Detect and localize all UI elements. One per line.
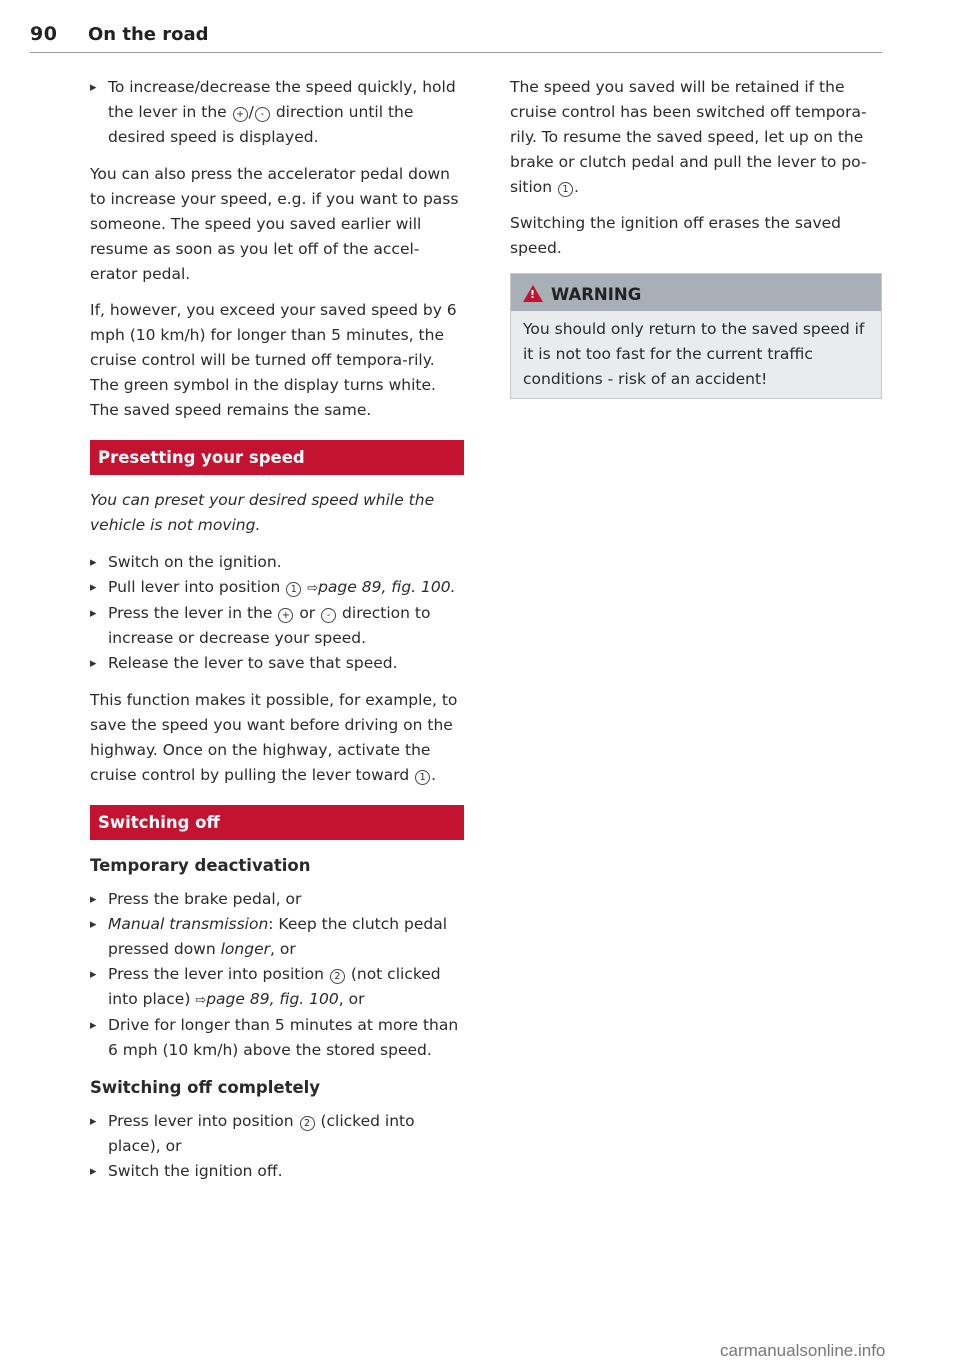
subheading-switching-off-completely: Switching off completely xyxy=(90,1078,321,1097)
warning-triangle-icon xyxy=(523,285,543,302)
warning-header xyxy=(511,274,881,311)
list-item: ▸ Pull lever into position 1 ⇨page 89, fig. 100. xyxy=(90,575,464,601)
list-item: ▸ To increase/decrease the speed quickly, hold the lever in the + / - direction until the desired speed is displayed. xyxy=(90,75,464,150)
paragraph-resume-speed: The speed you saved will be retained if the cruise control has been switched off tempora-rily. To resume the saved speed, let up on the brake or clutch pedal and pull the lever to po-sition 1 . xyxy=(510,78,867,196)
paragraph-ignition-erase: Switching the ignition off erases the saved speed. xyxy=(510,214,841,257)
temporary-deactivation-list xyxy=(90,887,464,1063)
list-item: ▸ Press lever into position 2 (clicked into place), or xyxy=(90,1109,464,1159)
arrow-right-icon: ⇨ xyxy=(195,993,207,1008)
subheading-temporary-deactivation: Temporary deactivation xyxy=(90,856,311,875)
intro-presetting: You can preset your desired speed while the vehicle is not moving. xyxy=(90,491,435,534)
list-item: ▸ Switch the ignition off. xyxy=(90,1159,464,1184)
list-item: ▸ Press the brake pedal, or xyxy=(90,887,464,912)
warning-box xyxy=(510,273,882,399)
paragraph-exceed-speed: If, however, you exceed your saved speed by 6 mph (10 km/h) for longer than 5 minutes, the cruise control will be turned off tempora-rily. The green symbol in the display turns white. The saved speed remains the same. xyxy=(90,301,457,419)
section-title: On the road xyxy=(88,24,209,45)
paragraph-highway: This function makes it possible, for example, to save the speed you want before driving on the highway. Once on the highway, activate the cruise control by pulling the lever toward 1 . xyxy=(90,691,458,784)
page-number: 90 xyxy=(30,23,58,45)
right-column xyxy=(510,75,882,399)
page-reference-link[interactable]: page 89, fig. 100. xyxy=(318,578,456,596)
left-column xyxy=(90,75,464,1196)
plus-circle-icon: + xyxy=(278,608,293,623)
minus-circle-icon: - xyxy=(321,608,336,623)
list-item: ▸ Switch on the ignition. xyxy=(90,550,464,575)
warning-text: You should only return to the saved speed if it is not too fast for the current traffic conditions - risk of an accident! xyxy=(511,311,881,398)
number-2-circle-icon: 2 xyxy=(330,969,345,984)
watermark: carmanualsonline.info xyxy=(720,1341,886,1360)
list-item: ▸ Press the lever into position 2 (not clicked into place) ⇨page 89, fig. 100, or xyxy=(90,962,464,1013)
paragraph-accelerator: You can also press the accelerator pedal down to increase your speed, e.g. if you want to pass someone. The speed you saved earlier will resume as soon as you let off of the accel-erator pedal. xyxy=(90,165,459,283)
list-item: ▸ Press the lever in the + or - direction to increase or decrease your speed. xyxy=(90,601,464,651)
minus-circle-icon: - xyxy=(255,107,270,122)
number-1-circle-icon: 1 xyxy=(558,182,573,197)
list-item: ▸ Release the lever to save that speed. xyxy=(90,651,464,676)
heading-presetting-speed: Presetting your speed xyxy=(90,440,464,475)
switch-off-completely-list xyxy=(90,1109,464,1184)
number-1-circle-icon: 1 xyxy=(415,770,430,785)
preset-steps-list xyxy=(90,550,464,676)
warning-title: WARNING xyxy=(551,285,642,304)
number-2-circle-icon: 2 xyxy=(300,1116,315,1131)
number-1-circle-icon: 1 xyxy=(286,582,301,597)
list-item: ▸ Drive for longer than 5 minutes at more than 6 mph (10 km/h) above the stored speed. xyxy=(90,1013,464,1063)
page-reference-link[interactable]: page 89, fig. 100 xyxy=(206,990,339,1008)
page-header xyxy=(30,22,882,53)
arrow-right-icon: ⇨ xyxy=(307,581,319,596)
list-item: ▸ Manual transmission: Keep the clutch pedal pressed down longer, or xyxy=(90,912,464,962)
speed-adjust-list xyxy=(90,75,464,150)
heading-switching-off: Switching off xyxy=(90,805,464,840)
plus-circle-icon: + xyxy=(233,107,248,122)
